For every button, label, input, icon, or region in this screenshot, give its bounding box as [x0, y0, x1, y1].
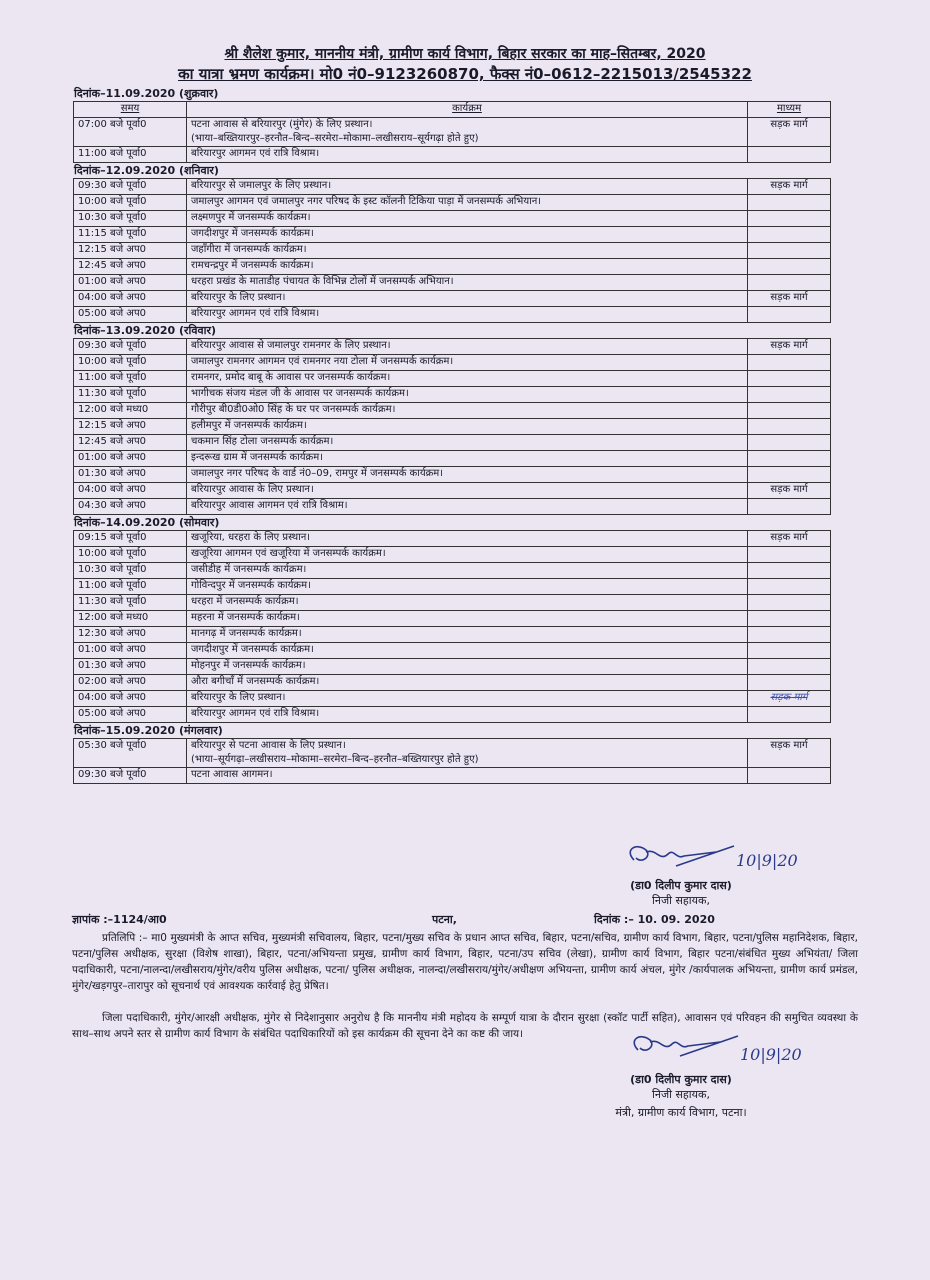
- program-cell: [187, 659, 748, 675]
- program-text: गौरीपुर बी0डी0ओ0 सिंह के घर पर जनसम्पर्क कार्यक्रम।: [191, 404, 396, 415]
- time-cell: 01:00 बजे अप0: [74, 451, 187, 467]
- table-row: [74, 291, 831, 307]
- table-row: [74, 211, 831, 227]
- program-text: जगदीशपुर में जनसम्पर्क कार्यक्रम।: [191, 644, 314, 655]
- mode-cell: [748, 211, 831, 227]
- table-header-row: [74, 102, 831, 118]
- table-row: [74, 243, 831, 259]
- mode-cell: [748, 467, 831, 483]
- copy-paragraph: प्रतिलिपि :– मा0 मुख्यमंत्री के आप्त सचिव, मुख्यमंत्री सचिवालय, बिहार, पटना/मुख्य सचिव के प्रधान आप्त सचिव, बिहार, पटना/सचिव, ग्रामीण कार्य विभाग, बिहार, पटना/पुलिस महानिदेशक, बिहार, पटना/पुलिस अधीक्षक, सुरक्षा (विशेष शाखा), बिहार, पटना/अभियन्ता प्रमुख, ग्रामीण कार्य विभाग, बिहार, पटना/उप सचिव (लेखा), ग्रामीण कार्य विभाग, बिहार पटना/संबंधित मुख्य अभियंता/ जिला पदाधिकारी, पटना/नालन्दा/लखीसराय/मुंगेर/वरीय पुलिस अधीक्षक, पटना/ पुलिस अधीक्षक, नालन्दा/लखीसराय/मुंगेर/अधीक्षण अभियन्ता, ग्रामीण कार्य अंचल, मुंगेर /कार्यपालक अभियन्ता, ग्रामीण कार्य प्रमंडल, मुंगेर/खड़गपुर–तारापुर को सूचनार्थ एवं आवश्यक कार्रवाई हेतु प्रेषित।: [72, 932, 858, 992]
- program-cell: [187, 211, 748, 227]
- table-row: [74, 227, 831, 243]
- handwritten-mode-text: सड़क मार्ग: [770, 692, 808, 703]
- signatory-designation-2: निजी सहायक,: [652, 1088, 710, 1101]
- program-cell: [187, 563, 748, 579]
- mode-cell: [748, 643, 831, 659]
- program-text: जगदीशपुर में जनसम्पर्क कार्यक्रम।: [191, 228, 314, 239]
- program-cell: [187, 691, 748, 707]
- mode-cell: [748, 675, 831, 691]
- program-cell: [187, 547, 748, 563]
- program-cell: [187, 768, 748, 784]
- table-row: [74, 451, 831, 467]
- table-row: [74, 275, 831, 291]
- time-cell: 10:00 बजे पूर्वा0: [74, 355, 187, 371]
- program-cell: [187, 118, 748, 147]
- time-cell: 11:15 बजे पूर्वा0: [74, 227, 187, 243]
- table-row: [74, 467, 831, 483]
- program-text: चकमान सिंह टोला जनसम्पर्क कार्यक्रम।: [191, 436, 334, 447]
- handwritten-signature-2: [620, 1030, 810, 1072]
- svg-text:10|9|20: 10|9|20: [740, 1045, 802, 1064]
- table-row: [74, 579, 831, 595]
- time-cell: 10:00 बजे पूर्वा0: [74, 547, 187, 563]
- time-cell: 10:30 बजे पूर्वा0: [74, 211, 187, 227]
- mode-cell: [748, 691, 831, 707]
- column-header-mode: माध्यम: [748, 102, 831, 118]
- program-text: भागीचक संजय मंडल जी के आवास पर जनसम्पर्क कार्यक्रम।: [191, 388, 409, 399]
- mode-cell: [748, 768, 831, 784]
- program-cell: [187, 339, 748, 355]
- time-cell: 10:30 बजे पूर्वा0: [74, 563, 187, 579]
- table-row: [74, 675, 831, 691]
- program-text: मोहनपुर में जनसम्पर्क कार्यक्रम।: [191, 660, 306, 671]
- table-row: [74, 768, 831, 784]
- time-cell: 05:30 बजे पूर्वा0: [74, 739, 187, 768]
- day-heading: दिनांक–14.09.2020 (सोमवार): [74, 516, 220, 529]
- program-cell: [187, 627, 748, 643]
- table-row: [74, 739, 831, 768]
- mode-cell: [748, 387, 831, 403]
- mode-text: सड़क मार्ग: [770, 340, 808, 351]
- mode-cell: [748, 419, 831, 435]
- program-cell: [187, 611, 748, 627]
- program-cell: [187, 707, 748, 723]
- table-row: [74, 547, 831, 563]
- table-row: [74, 499, 831, 515]
- day-heading: दिनांक–11.09.2020 (शुक्रवार): [74, 87, 219, 100]
- program-cell: [187, 451, 748, 467]
- program-text: बरियारपुर आगमन एवं रात्रि विश्राम।: [191, 148, 320, 159]
- program-cell: [187, 483, 748, 499]
- program-text: जसीडीह में जनसम्पर्क कार्यक्रम।: [191, 564, 307, 575]
- time-cell: 12:15 बजे अप0: [74, 243, 187, 259]
- mode-text: सड़क मार्ग: [770, 180, 808, 191]
- program-cell: [187, 179, 748, 195]
- mode-cell: [748, 147, 831, 163]
- program-cell: [187, 499, 748, 515]
- program-text: बरियारपुर आवास से जमालपुर रामनगर के लिए प्रस्थान।: [191, 340, 391, 351]
- mode-cell: [748, 291, 831, 307]
- program-text: बरियारपुर के लिए प्रस्थान।: [191, 692, 286, 703]
- program-cell: [187, 307, 748, 323]
- table-row: [74, 627, 831, 643]
- program-cell: [187, 595, 748, 611]
- time-cell: 05:00 बजे अप0: [74, 307, 187, 323]
- table-row: [74, 659, 831, 675]
- program-cell: [187, 419, 748, 435]
- handwritten-signature-1: [616, 840, 806, 882]
- day-schedule-table: [73, 738, 831, 784]
- program-text: बरियारपुर आगमन एवं रात्रि विश्राम।: [191, 708, 320, 719]
- time-cell: 04:00 बजे अप0: [74, 291, 187, 307]
- time-cell: 02:00 बजे अप0: [74, 675, 187, 691]
- program-text: इन्दरूख ग्राम में जनसम्पर्क कार्यक्रम।: [191, 452, 323, 463]
- signatory-department: मंत्री, ग्रामीण कार्य विभाग, पटना।: [615, 1106, 747, 1119]
- program-text: औरा बगीचाँ में जनसम्पर्क कार्यक्रम।: [191, 676, 320, 687]
- request-paragraph: जिला पदाधिकारी, मुंगेर/आरक्षी अधीक्षक, मुंगेर से निदेशानुसार अनुरोध है कि माननीय मंत्री महोदय के सम्पूर्ण यात्रा के दौरान सुरक्षा (स्कॉट पार्टी सहित), आवासन एवं परिवहन की समुचित व्यवस्था के साथ–साथ अपने स्तर से ग्रामीण कार्य विभाग के संबंधित पदाधिकारियों को इस कार्यक्रम की सूचना देने का कष्ट की जाय।: [72, 1012, 858, 1040]
- mode-cell: [748, 339, 831, 355]
- time-cell: 04:00 बजे अप0: [74, 483, 187, 499]
- memo-place: पटना,: [432, 913, 457, 926]
- program-text: खजूरिया आगमन एवं खजूरिया में जनसम्पर्क कार्यक्रम।: [191, 548, 386, 559]
- program-cell: [187, 243, 748, 259]
- mode-text: सड़क मार्ग: [770, 532, 808, 543]
- time-cell: 04:00 बजे अप0: [74, 691, 187, 707]
- mode-text: सड़क मार्ग: [770, 484, 808, 495]
- table-row: [74, 419, 831, 435]
- svg-text:10|9|20: 10|9|20: [736, 851, 798, 870]
- program-cell: [187, 147, 748, 163]
- signatory-designation-1: निजी सहायक,: [652, 894, 710, 907]
- table-row: [74, 355, 831, 371]
- schedule: [72, 86, 832, 784]
- time-cell: 04:30 बजे अप0: [74, 499, 187, 515]
- program-cell: [187, 291, 748, 307]
- mode-cell: [748, 707, 831, 723]
- signature-block-2: [596, 1045, 802, 1120]
- document-title: [0, 44, 930, 84]
- program-cell: [187, 643, 748, 659]
- time-cell: 09:30 बजे पूर्वा0: [74, 768, 187, 784]
- table-row: [74, 563, 831, 579]
- time-cell: 09:30 बजे पूर्वा0: [74, 339, 187, 355]
- table-row: [74, 195, 831, 211]
- time-cell: 12:15 बजे अप0: [74, 419, 187, 435]
- program-text: गोविन्दपुर में जनसम्पर्क कार्यक्रम।: [191, 580, 311, 591]
- program-cell: [187, 467, 748, 483]
- time-cell: 09:15 बजे पूर्वा0: [74, 531, 187, 547]
- table-row: [74, 643, 831, 659]
- time-cell: 01:00 बजे अप0: [74, 643, 187, 659]
- program-cell: [187, 275, 748, 291]
- program-text: बरियारपुर से पटना आवास के लिए प्रस्थान।: [191, 740, 346, 751]
- program-cell: [187, 259, 748, 275]
- day-heading: दिनांक–15.09.2020 (मंगलवार): [74, 724, 223, 737]
- mode-cell: [748, 531, 831, 547]
- mode-cell: [748, 371, 831, 387]
- mode-cell: [748, 627, 831, 643]
- program-text: मानगढ़ में जनसम्पर्क कार्यक्रम।: [191, 628, 302, 639]
- program-text: बरियारपुर आगमन एवं रात्रि विश्राम।: [191, 308, 320, 319]
- route-text: (भाया–बख्तियारपुर–हरनौत–बिन्द–सरमेरा–मोकामा–लखीसराय–सूर्यगढ़ा होते हुए): [191, 133, 479, 144]
- time-cell: 11:00 बजे पूर्वा0: [74, 579, 187, 595]
- table-row: [74, 118, 831, 147]
- table-row: [74, 147, 831, 163]
- mode-cell: [748, 195, 831, 211]
- program-cell: [187, 371, 748, 387]
- time-cell: 01:00 बजे अप0: [74, 275, 187, 291]
- signature-block-1: [596, 846, 798, 908]
- program-text: बरियारपुर से जमालपुर के लिए प्रस्थान।: [191, 180, 332, 191]
- mode-cell: [748, 355, 831, 371]
- table-row: [74, 707, 831, 723]
- mode-cell: [748, 118, 831, 147]
- day-heading: दिनांक–12.09.2020 (शनिवार): [74, 164, 219, 177]
- route-text: (भाया–सूर्यगढ़ा–लखीसराय–मोकामा–सरमेरा–बिन्द–हरनौत–बख्तियारपुर होते हुए): [191, 754, 479, 765]
- program-text: हलीमपुर में जनसम्पर्क कार्यक्रम।: [191, 420, 307, 431]
- mode-cell: [748, 659, 831, 675]
- program-text: महरना में जनसम्पर्क कार्यक्रम।: [191, 612, 300, 623]
- program-text: खजूरिया, धरहरा के लिए प्रस्थान।: [191, 532, 311, 543]
- table-row: [74, 691, 831, 707]
- program-cell: [187, 227, 748, 243]
- program-text: बरियारपुर आवास के लिए प्रस्थान।: [191, 484, 314, 495]
- program-text: जमालपुर नगर परिषद के वार्ड नं0–09, रामपुर में जनसम्पर्क कार्यक्रम।: [191, 468, 444, 479]
- mode-cell: [748, 179, 831, 195]
- program-cell: [187, 355, 748, 371]
- program-cell: [187, 195, 748, 211]
- program-text: जमालपुर रामनगर आगमन एवं रामनगर नया टोला में जनसम्पर्क कार्यक्रम।: [191, 356, 454, 367]
- mode-cell: [748, 563, 831, 579]
- mode-cell: [748, 227, 831, 243]
- mode-cell: [748, 611, 831, 627]
- program-text: पटना आवास से बरियारपुर (मुंगेर) के लिए प्रस्थान।: [191, 119, 373, 130]
- program-cell: [187, 403, 748, 419]
- mode-cell: [748, 307, 831, 323]
- program-text: धरहरा में जनसम्पर्क कार्यक्रम।: [191, 596, 299, 607]
- time-cell: 12:00 बजे मध्य0: [74, 611, 187, 627]
- program-cell: [187, 435, 748, 451]
- day-heading: दिनांक–13.09.2020 (रविवार): [74, 324, 216, 337]
- program-cell: [187, 675, 748, 691]
- mode-cell: [748, 483, 831, 499]
- program-text: लक्ष्मणपुर में जनसम्पर्क कार्यक्रम।: [191, 212, 311, 223]
- title-line-2: का यात्रा भ्रमण कार्यक्रम। मो0 नं0–9123260870, फैक्स नं0–0612–2215013/2545322: [178, 65, 752, 83]
- table-row: [74, 403, 831, 419]
- program-text: जहाँगीरा में जनसम्पर्क कार्यक्रम।: [191, 244, 307, 255]
- program-text: धरहरा प्रखंड के माताडीह पंचायत के विभिन्न टोलों में जनसम्पर्क अभियान।: [191, 276, 454, 287]
- mode-cell: [748, 403, 831, 419]
- mode-text: सड़क मार्ग: [770, 119, 808, 130]
- time-cell: 07:00 बजे पूर्वा0: [74, 118, 187, 147]
- program-cell: [187, 387, 748, 403]
- program-cell: [187, 579, 748, 595]
- mode-cell: [748, 547, 831, 563]
- mode-cell: [748, 259, 831, 275]
- mode-text: सड़क मार्ग: [770, 292, 808, 303]
- time-cell: 11:00 बजे पूर्वा0: [74, 147, 187, 163]
- day-schedule-table: [73, 338, 831, 515]
- program-text: पटना आवास आगमन।: [191, 769, 273, 780]
- memo-date: दिनांक :– 10. 09. 2020: [594, 913, 715, 926]
- mode-cell: [748, 435, 831, 451]
- time-cell: 12:45 बजे अप0: [74, 259, 187, 275]
- time-cell: 10:00 बजे पूर्वा0: [74, 195, 187, 211]
- table-row: [74, 259, 831, 275]
- mode-cell: [748, 579, 831, 595]
- mode-cell: [748, 451, 831, 467]
- table-row: [74, 611, 831, 627]
- time-cell: 11:00 बजे पूर्वा0: [74, 371, 187, 387]
- day-schedule-table: [73, 178, 831, 323]
- day-schedule-table: [73, 530, 831, 723]
- mode-cell: [748, 275, 831, 291]
- mode-text: सड़क मार्ग: [770, 740, 808, 751]
- column-header-time: समय: [74, 102, 187, 118]
- table-row: [74, 339, 831, 355]
- program-text: बरियारपुर आवास आगमन एवं रात्रि विश्राम।: [191, 500, 348, 511]
- signatory-name-2: (डा0 दिलीप कुमार दास): [630, 1073, 732, 1086]
- time-cell: 05:00 बजे अप0: [74, 707, 187, 723]
- time-cell: 09:30 बजे पूर्वा0: [74, 179, 187, 195]
- time-cell: 01:30 बजे अप0: [74, 659, 187, 675]
- title-line-1: श्री शैलेश कुमार, माननीय मंत्री, ग्रामीण कार्य विभाग, बिहार सरकार का माह–सितम्बर, 2020: [224, 46, 706, 62]
- table-row: [74, 483, 831, 499]
- time-cell: 12:30 बजे अप0: [74, 627, 187, 643]
- table-row: [74, 179, 831, 195]
- program-cell: [187, 531, 748, 547]
- mode-cell: [748, 595, 831, 611]
- program-text: बरियारपुर के लिए प्रस्थान।: [191, 292, 286, 303]
- mode-cell: [748, 499, 831, 515]
- mode-cell: [748, 243, 831, 259]
- time-cell: 12:45 बजे अप0: [74, 435, 187, 451]
- table-row: [74, 595, 831, 611]
- program-cell: [187, 739, 748, 768]
- time-cell: 11:30 बजे पूर्वा0: [74, 595, 187, 611]
- time-cell: 01:30 बजे अप0: [74, 467, 187, 483]
- program-text: जमालपुर आगमन एवं जमालपुर नगर परिषद के इस्ट कॉलनी टिकिया पाड़ा में जनसम्पर्क अभियान।: [191, 196, 542, 207]
- signatory-name-1: (डा0 दिलीप कुमार दास): [630, 879, 732, 892]
- table-row: [74, 307, 831, 323]
- mode-cell: [748, 739, 831, 768]
- memo-ref: ज्ञापांक :–1124/आ0: [72, 913, 167, 926]
- program-text: रामनगर, प्रमोद बाबू के आवास पर जनसम्पर्क कार्यक्रम।: [191, 372, 391, 383]
- column-header-program: कार्यक्रम: [187, 102, 748, 118]
- table-row: [74, 387, 831, 403]
- table-row: [74, 435, 831, 451]
- time-cell: 11:30 बजे पूर्वा0: [74, 387, 187, 403]
- time-cell: 12:00 बजे मध्य0: [74, 403, 187, 419]
- table-row: [74, 371, 831, 387]
- table-row: [74, 531, 831, 547]
- day-schedule-table: [73, 101, 831, 163]
- program-text: रामचन्द्रपुर में जनसम्पर्क कार्यक्रम।: [191, 260, 314, 271]
